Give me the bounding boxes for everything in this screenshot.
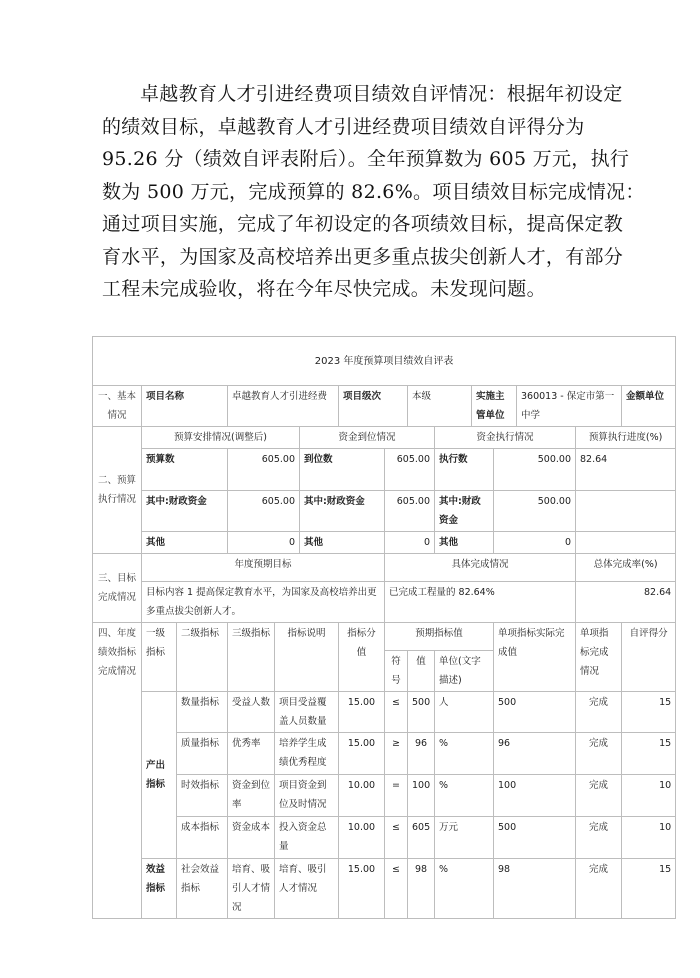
indicator-group-output: 产出指标 [142, 692, 177, 859]
header-budget-plan: 预算安排情况(调整后) [142, 427, 300, 449]
indicator-unit: % [435, 859, 494, 919]
arrival-value: 0 [385, 532, 435, 554]
indicator-level2: 数量指标 [177, 692, 228, 733]
indicator-self-score: 15 [622, 692, 676, 733]
budget-value: 0 [228, 532, 300, 554]
header-actual-completion: 具体完成情况 [385, 554, 576, 582]
indicator-group-benefit: 效益指标 [142, 859, 177, 919]
value-implementing-org: 360013 - 保定市第一中学 [517, 386, 622, 427]
header-overall-rate: 总体完成率(%) [576, 554, 676, 582]
header-level3: 三级指标 [228, 623, 275, 692]
label-amount-unit: 金额单位 [622, 386, 676, 427]
indicator-value: 98 [408, 859, 435, 919]
table-title: 2023 年度预算项目绩效自评表 [93, 337, 676, 386]
indicator-score: 15.00 [339, 692, 385, 733]
indicator-level3: 受益人数 [228, 692, 275, 733]
indicator-value: 500 [408, 692, 435, 733]
indicator-value: 96 [408, 733, 435, 775]
indicator-level3: 优秀率 [228, 733, 275, 775]
label-implementing-org: 实施主管单位 [472, 386, 517, 427]
indicator-status: 完成 [576, 859, 622, 919]
execution-progress-value [576, 532, 676, 554]
header-execution-progress: 预算执行进度(%) [576, 427, 676, 449]
paragraph-line: 数为 500 万元，完成预算的 82.6%。项目绩效目标完成情况： [102, 180, 645, 203]
value-project-name: 卓越教育人才引进经费 [228, 386, 339, 427]
indicator-symbol: ≤ [385, 692, 408, 733]
paragraph-line: 卓越教育人才引进经费项目绩效自评情况：根据年初设定 [140, 83, 623, 105]
indicator-symbol: = [385, 775, 408, 817]
indicator-level2: 时效指标 [177, 775, 228, 817]
arrival-label: 其他 [300, 532, 385, 554]
section-goals: 三、目标完成情况 [93, 554, 142, 623]
overall-rate-value: 82.64 [576, 582, 676, 623]
indicator-status: 完成 [576, 692, 622, 733]
indicator-value: 605 [408, 817, 435, 859]
execution-value: 500.00 [494, 491, 576, 532]
indicator-desc: 培育、吸引人才情况 [275, 859, 339, 919]
indicator-self-score: 15 [622, 859, 676, 919]
indicator-desc: 培养学生成绩优秀程度 [275, 733, 339, 775]
section-budget: 二、预算执行情况 [93, 427, 142, 554]
arrival-value: 605.00 [385, 491, 435, 532]
execution-label: 执行数 [435, 449, 494, 491]
indicator-symbol: ≤ [385, 859, 408, 919]
header-level2: 二级指标 [177, 623, 228, 692]
section-basic: 一、基本情况 [93, 386, 142, 427]
header-symbol: 符号 [385, 651, 408, 692]
paragraph-line: 95.26 分（绩效自评表附后）。全年预算数为 605 万元，执行 [102, 148, 630, 170]
indicator-level2: 质量指标 [177, 733, 228, 775]
section-indicators: 四、年度绩效指标完成情况 [93, 623, 142, 919]
budget-label: 其他 [142, 532, 228, 554]
indicator-status: 完成 [576, 817, 622, 859]
indicator-desc: 项目受益覆盖人员数量 [275, 692, 339, 733]
indicator-actual: 98 [494, 859, 576, 919]
indicator-score: 15.00 [339, 859, 385, 919]
indicator-level3: 培育、吸引人才情况 [228, 859, 275, 919]
header-annual-target: 年度预期目标 [142, 554, 385, 582]
indicator-actual: 500 [494, 817, 576, 859]
indicator-symbol: ≤ [385, 817, 408, 859]
indicator-actual: 96 [494, 733, 576, 775]
indicator-status: 完成 [576, 775, 622, 817]
indicator-level3: 资金成本 [228, 817, 275, 859]
self-evaluation-table [92, 336, 676, 919]
arrival-label: 其中:财政资金 [300, 491, 385, 532]
label-project-level: 项目级次 [339, 386, 408, 427]
execution-label: 其他 [435, 532, 494, 554]
header-self-score: 自评得分 [622, 623, 676, 692]
indicator-score: 10.00 [339, 817, 385, 859]
header-funds-execution: 资金执行情况 [435, 427, 576, 449]
header-unit: 单位(文字描述) [435, 651, 494, 692]
paragraph-line: 育水平，为国家及高校培养出更多重点拔尖创新人才，有部分 [102, 245, 624, 268]
arrival-label: 到位数 [300, 449, 385, 491]
header-completion-status: 单项指标完成情况 [576, 623, 622, 692]
indicator-level2: 社会效益指标 [177, 859, 228, 919]
execution-progress-value: 82.64 [576, 449, 676, 491]
indicator-score: 10.00 [339, 775, 385, 817]
execution-value: 0 [494, 532, 576, 554]
paragraph-line: 工程未完成验收，将在今年尽快完成。未发现问题。 [102, 278, 546, 300]
header-actual-value: 单项指标实际完成值 [494, 623, 576, 692]
indicator-unit: 万元 [435, 817, 494, 859]
indicator-level2: 成本指标 [177, 817, 228, 859]
execution-value: 500.00 [494, 449, 576, 491]
header-indicator-desc: 指标说明 [275, 623, 339, 692]
indicator-self-score: 10 [622, 817, 676, 859]
indicator-symbol: ≥ [385, 733, 408, 775]
indicator-unit: 人 [435, 692, 494, 733]
header-level1: 一级指标 [142, 623, 177, 692]
header-value: 值 [408, 651, 435, 692]
performance-paragraph [102, 78, 645, 306]
indicator-level3: 资金到位率 [228, 775, 275, 817]
budget-label: 其中:财政资金 [142, 491, 228, 532]
indicator-unit: % [435, 775, 494, 817]
indicator-score: 15.00 [339, 733, 385, 775]
arrival-value: 605.00 [385, 449, 435, 491]
execution-progress-value [576, 491, 676, 532]
annual-target-content: 目标内容 1 提高保定教育水平，为国家及高校培养出更多重点拔尖创新人才。 [142, 582, 385, 623]
indicator-desc: 项目资金到位及时情况 [275, 775, 339, 817]
indicator-actual: 500 [494, 692, 576, 733]
budget-label: 预算数 [142, 449, 228, 491]
indicator-actual: 100 [494, 775, 576, 817]
paragraph-line: 的绩效目标，卓越教育人才引进经费项目绩效自评得分为 [102, 115, 585, 138]
header-indicator-score: 指标分值 [339, 623, 385, 692]
header-funds-arrival: 资金到位情况 [300, 427, 435, 449]
header-expected-value: 预期指标值 [385, 623, 494, 651]
budget-value: 605.00 [228, 491, 300, 532]
paragraph-line: 通过项目实施，完成了年初设定的各项绩效目标，提高保定教 [102, 213, 624, 235]
actual-completion-content: 已完成工程量的 82.64% [385, 582, 576, 623]
indicator-unit: % [435, 733, 494, 775]
value-project-level: 本级 [408, 386, 472, 427]
indicator-value: 100 [408, 775, 435, 817]
indicator-self-score: 10 [622, 775, 676, 817]
indicator-desc: 投入资金总量 [275, 817, 339, 859]
indicator-self-score: 15 [622, 733, 676, 775]
label-project-name: 项目名称 [142, 386, 228, 427]
indicator-status: 完成 [576, 733, 622, 775]
budget-value: 605.00 [228, 449, 300, 491]
execution-label: 其中:财政资金 [435, 491, 494, 532]
